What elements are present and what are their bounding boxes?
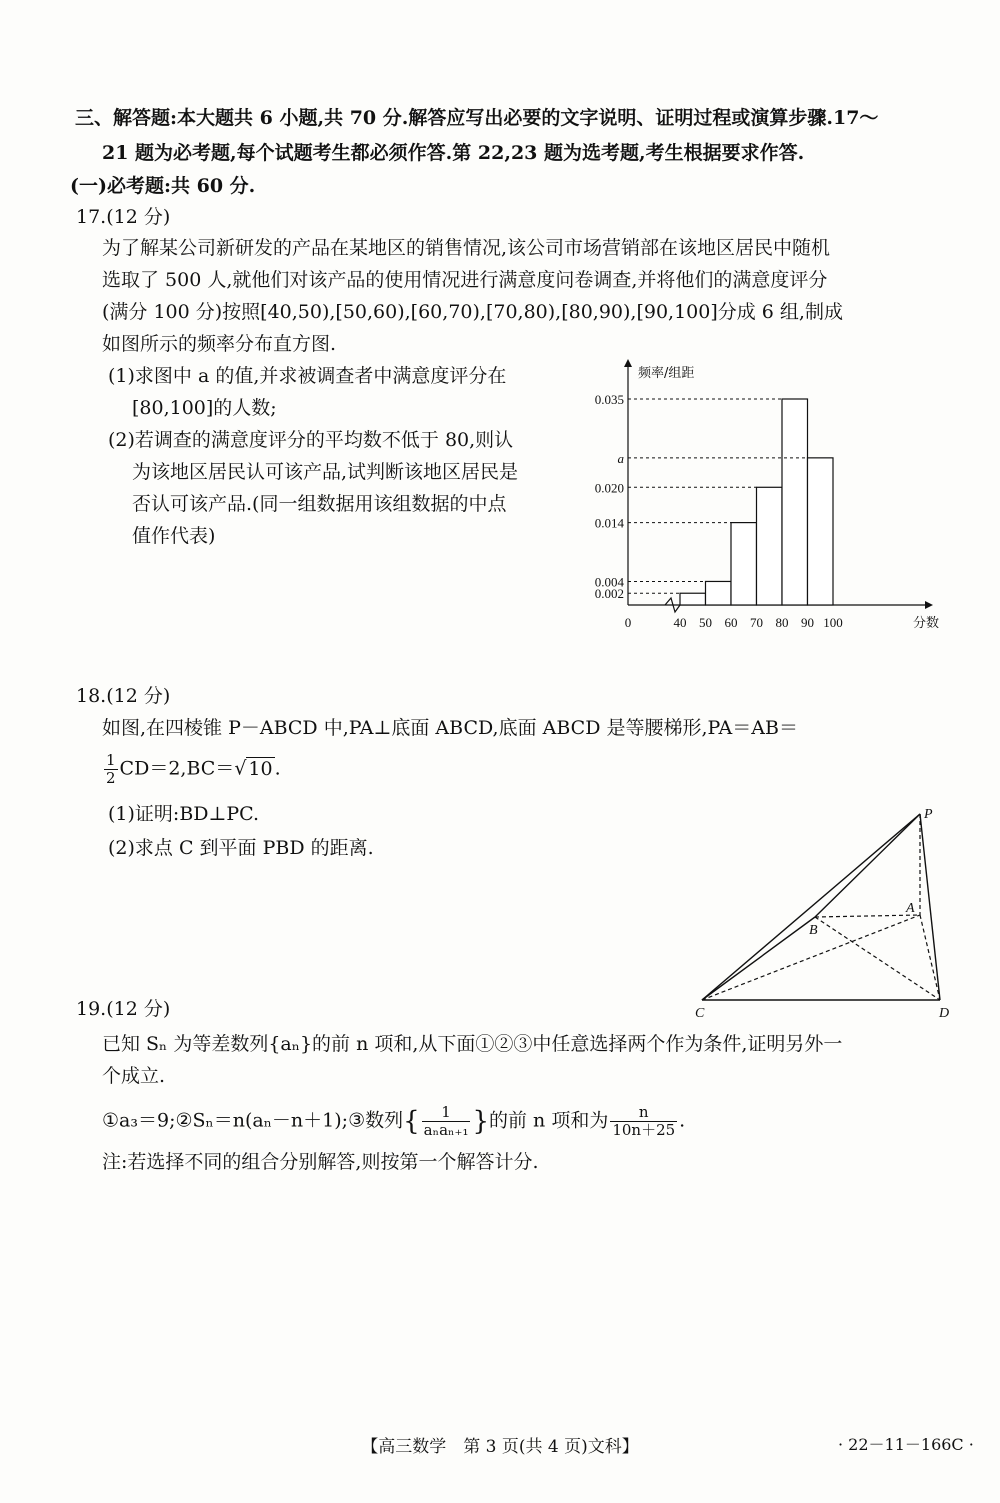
bar-80-90 [782, 399, 808, 605]
y-tick-label: 0.004 [594, 574, 624, 590]
x-tick-label: 70 [750, 615, 763, 630]
edge-PD [920, 814, 940, 1000]
q19-conditions: ①a₃＝9;②Sₙ＝n(aₙ－n＋1);③数列{ $\frac{1}{\text{aₙaₙ₊₁}}$ }的前 n 项和为 $\frac{n}{10n+25}$ . [102, 1103, 686, 1139]
x-axis-arrow [925, 601, 933, 609]
y-tick-label: 0.002 [594, 586, 624, 602]
pyramid-figure [690, 800, 960, 1025]
page-footer: 【高三数学 第 3 页(共 4 页)文科】 [361, 1437, 639, 1457]
half-fraction: $\frac{1}{2}$ [106, 751, 116, 787]
label-P: P [924, 807, 933, 822]
q17-part2-line1: (2)若调查的满意度评分的平均数不低于 80,则认 [108, 429, 514, 451]
section-heading-line1: 三、解答题:本大题共 6 小题,共 70 分.解答应写出必要的文字说明、证明过程或演算步骤.17～ [75, 107, 879, 129]
q19-stem-line2: 个成立. [102, 1065, 166, 1087]
q18-stem-line2: $\frac{1}{2}$ CD＝2,BC＝√ 10 . [106, 751, 281, 787]
bar-90-100 [808, 458, 834, 605]
bar-70-80 [757, 487, 783, 605]
page-code: · 22－11－166C · [838, 1435, 974, 1454]
sub-heading: (一)必考题:共 60 分. [70, 175, 256, 197]
reciprocal-fraction: $\frac{1}{\text{aₙaₙ₊₁}}$ [423, 1103, 469, 1139]
x-tick-label: 100 [823, 615, 843, 630]
edge-PB [815, 814, 920, 917]
y-tick-label: a [617, 450, 624, 466]
edge-PC [702, 814, 920, 1000]
label-A: A [906, 901, 915, 916]
q17-part1-line1: (1)求图中 a 的值,并求被调查者中满意度评分在 [108, 365, 507, 387]
edge-AD [920, 915, 940, 1000]
bar-60-70 [731, 523, 757, 605]
sum-fraction: $\frac{n}{10n+25}$ [612, 1103, 676, 1139]
q17-part2-line4: 值作代表) [132, 525, 216, 547]
q18-part1: (1)证明:BD⊥PC. [108, 803, 260, 825]
q17-stem-line1: 为了解某公司新研发的产品在某地区的销售情况,该公司市场营销部在该地区居民中随机 [102, 237, 831, 259]
label-B: B [809, 923, 818, 938]
q17-stem-line2: 选取了 500 人,就他们对该产品的使用情况进行满意度问卷调查,并将他们的满意度评分 [102, 269, 828, 291]
edge-AB [815, 915, 920, 917]
label-D: D [939, 1006, 950, 1021]
q18-stem-line1: 如图,在四棱锥 P－ABCD 中,PA⊥底面 ABCD,底面 ABCD 是等腰梯形,PA＝AB＝ [102, 717, 798, 739]
bar-50-60 [706, 581, 732, 605]
q19-note: 注:若选择不同的组合分别解答,则按第一个解答计分. [102, 1151, 539, 1173]
frequency-histogram [585, 355, 950, 635]
x-tick-label: 50 [699, 615, 712, 630]
y-axis-arrow [624, 359, 632, 367]
q17-part1-line2: [80,100]的人数; [132, 397, 277, 419]
x-tick-label: 60 [724, 615, 738, 630]
q17-number: 17.(12 分) [76, 206, 171, 228]
x-tick-label: 0 [624, 615, 632, 630]
y-tick-label: 0.014 [594, 515, 624, 531]
q18-number: 18.(12 分) [76, 685, 171, 707]
q17-stem-line3: (满分 100 分)按照[40,50),[50,60),[60,70),[70,80),[80,90),[90,100]分成 6 组,制成 [102, 301, 843, 323]
y-axis-label: 频率/组距 [638, 366, 695, 381]
q19-stem-line1: 已知 Sₙ 为等差数列{aₙ}的前 n 项和,从下面①②③中任意选择两个作为条件,证明另外一 [102, 1033, 843, 1055]
q17-part2-line2: 为该地区居民认可该产品,试判断该地区居民是 [132, 461, 519, 483]
bar-40-50 [680, 593, 706, 605]
edge-BD [815, 917, 940, 1000]
edge-BC [702, 917, 815, 1000]
q17-part2-line3: 否认可该产品.(同一组数据用该组数据的中点 [132, 493, 507, 515]
x-tick-label: 90 [801, 615, 814, 630]
q19-number: 19.(12 分) [76, 998, 171, 1020]
y-tick-label: 0.035 [594, 392, 624, 407]
label-C: C [695, 1006, 705, 1021]
x-axis-label: 分数 [913, 616, 940, 631]
q18-part2: (2)求点 C 到平面 PBD 的距离. [108, 837, 374, 859]
section-heading-line2: 21 题为必考题,每个试题考生都必须作答.第 22,23 题为选考题,考生根据要求作答. [102, 142, 805, 164]
x-tick-label: 40 [673, 615, 687, 630]
q17-stem-line4: 如图所示的频率分布直方图. [102, 333, 337, 355]
x-tick-label: 80 [775, 615, 789, 630]
y-tick-label: 0.020 [594, 480, 624, 496]
